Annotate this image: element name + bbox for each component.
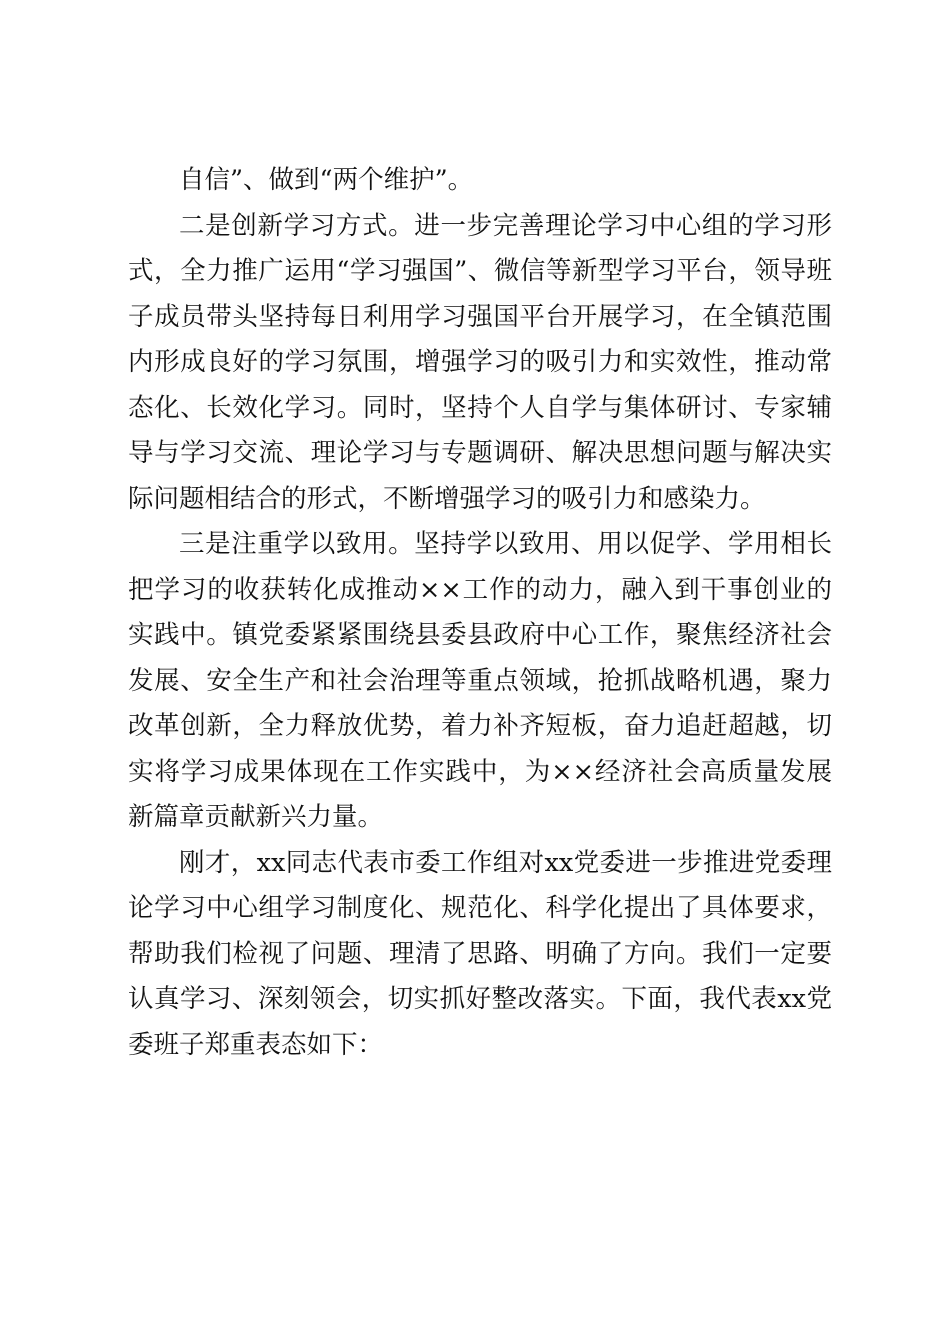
paragraph-pledge-intro: 刚才，xx同志代表市委工作组对xx党委进一步推进党委理论学习中心组学习制度化、规范化、科学化提出了具体要求，帮助我们检视了问题、理清了思路、明确了方向。我们一定要认真学习、深刻领会，切实抓好整改落实。下面，我代表xx党委班子郑重表态如下： [128,847,832,1060]
document-body [128,158,832,1068]
paragraph-continuation: 自信”、做到“两个维护”。 [179,165,474,195]
paragraph-apply-learning: 三是注重学以致用。坚持学以致用、用以促学、学用相长把学习的收获转化成推动××工作的动力，融入到干事创业的实践中。镇党委紧紧围绕县委县政府中心工作，聚焦经济社会发展、安全生产和社会治理等重点领域，抢抓战略机遇，聚力改革创新，全力释放优势，着力补齐短板，奋力追赶超越，切实将学习成果体现在工作实践中，为××经济社会高质量发展新篇章贡献新兴力量。 [128,529,832,832]
paragraph-study-methods: 二是创新学习方式。进一步完善理论学习中心组的学习形式，全力推广运用“学习强国”、微信等新型学习平台，领导班子成员带头坚持每日利用学习强国平台开展学习，在全镇范围内形成良好的学习氛围，增强学习的吸引力和实效性，推动常态化、长效化学习。同时，坚持个人自学与集体研讨、专家辅导与学习交流、理论学习与专题调研、解决思想问题与解决实际问题相结合的形式，不断增强学习的吸引力和感染力。 [128,210,832,514]
